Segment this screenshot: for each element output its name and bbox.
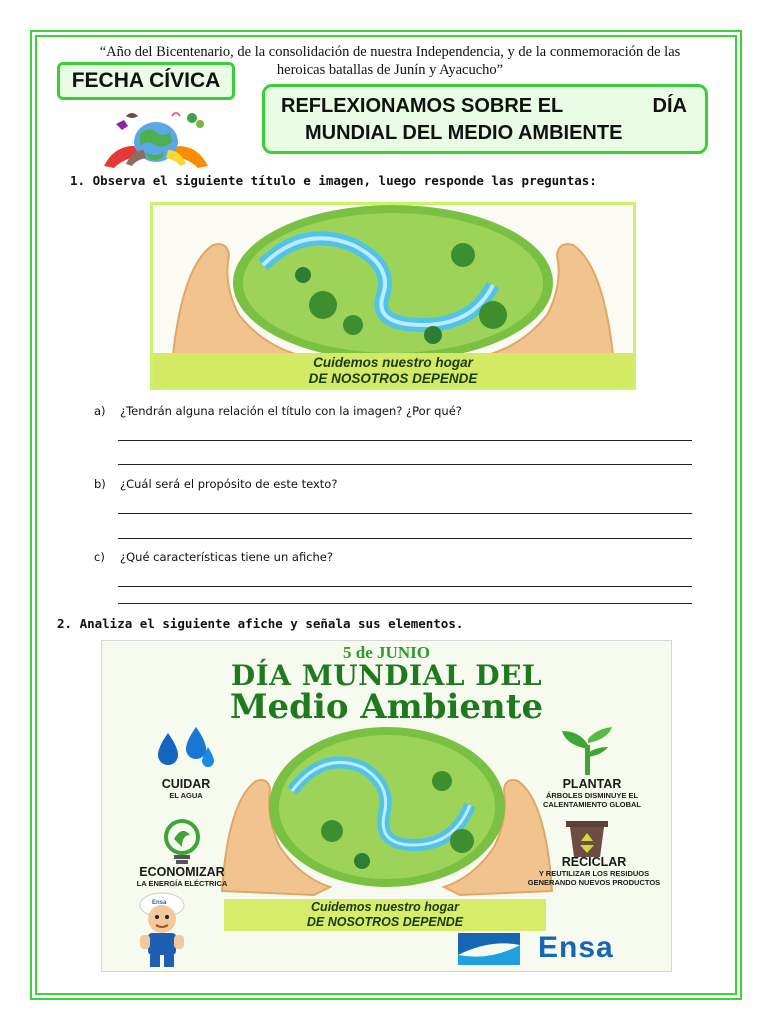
poster-banner xyxy=(224,899,546,931)
cuidar-title: CUIDAR xyxy=(161,777,211,791)
poster-title-line-1: DÍA MUNDIAL DEL xyxy=(230,659,543,692)
cuidar-subtitle: EL AGUA xyxy=(169,791,203,800)
title-line-2: MUNDIAL DEL MEDIO AMBIENTE xyxy=(305,122,623,144)
answer-line[interactable] xyxy=(118,538,692,539)
section-1-heading: 1. Observa el siguiente título e imagen, luego responde las preguntas: xyxy=(70,173,597,188)
ensa-logo-icon xyxy=(458,933,520,965)
image-caption-line-1: Cuidemos nuestro hogar xyxy=(313,355,473,370)
plantar-subtitle-1: ÁRBOLES DISMINUYE EL xyxy=(545,791,639,800)
plant-icon xyxy=(558,725,618,775)
answer-line[interactable] xyxy=(118,440,692,441)
water-drops-icon xyxy=(150,723,218,773)
title-part-1: REFLEXIONAMOS SOBRE EL xyxy=(281,95,564,117)
reciclar-title: RECICLAR xyxy=(561,855,627,869)
plantar-label xyxy=(522,777,662,809)
cuidar-label xyxy=(138,777,234,800)
question-c-text: ¿Qué características tiene un afiche? xyxy=(120,550,333,564)
earth-hands-illustration xyxy=(96,106,216,168)
poster-dia-mundial xyxy=(101,640,672,972)
image-caption-line-2: DE NOSOTROS DEPENDE xyxy=(308,371,478,386)
answer-line[interactable] xyxy=(118,513,692,514)
poster-title-line-2: Medio Ambiente xyxy=(229,687,544,727)
title-box xyxy=(262,84,708,154)
question-b-text: ¿Cuál será el propósito de este texto? xyxy=(120,477,338,491)
reciclar-subtitle-2: GENERANDO NUEVOS PRODUCTOS xyxy=(527,878,661,887)
reciclar-subtitle-1: Y REUTILIZAR LOS RESIDUOS xyxy=(538,869,650,878)
section-2-heading: 2. Analiza el siguiente afiche y señala sus elementos. xyxy=(57,616,464,631)
motto-line-1: “Año del Bicentenario, de la consolidación de nuestra Independencia, y de la conmemoración de las xyxy=(99,44,681,60)
question-a xyxy=(94,404,462,418)
plantar-subtitle-2: CALENTAMIENTO GLOBAL xyxy=(542,800,642,809)
poster-date: 5 de JUNIO xyxy=(343,643,430,662)
economizar-title: ECONOMIZAR xyxy=(139,865,225,879)
question-c-label: c) xyxy=(94,550,105,564)
poster-banner-line-2: DE NOSOTROS DEPENDE xyxy=(306,915,464,929)
question-b-label: b) xyxy=(94,477,106,491)
question-c xyxy=(94,550,333,564)
economizar-label xyxy=(112,865,252,888)
plantar-title: PLANTAR xyxy=(562,777,622,791)
question-a-text: ¿Tendrán alguna relación el título con la imagen? ¿Por qué? xyxy=(120,404,462,418)
motto-line-2: heroicas batallas de Junín y Ayacucho” xyxy=(276,62,504,78)
lightbulb-icon xyxy=(154,817,210,867)
image-cuidemos-hogar xyxy=(150,202,636,390)
answer-line[interactable] xyxy=(118,603,692,604)
poster-earth-hands xyxy=(212,721,562,901)
question-b xyxy=(94,477,337,491)
answer-line[interactable] xyxy=(118,586,692,587)
mascot-badge: Ensa xyxy=(152,900,167,906)
fecha-civica-label: FECHA CÍVICA xyxy=(57,62,235,100)
ensa-brand: Ensa xyxy=(538,931,614,964)
poster-banner-line-1: Cuidemos nuestro hogar xyxy=(311,900,459,914)
title-part-2: DÍA xyxy=(652,95,687,117)
economizar-subtitle: LA ENERGÍA ELÉCTRICA xyxy=(136,879,228,888)
answer-line[interactable] xyxy=(118,464,692,465)
recycle-bin-icon xyxy=(562,819,612,857)
reciclar-label xyxy=(522,855,666,887)
question-a-label: a) xyxy=(94,404,106,418)
